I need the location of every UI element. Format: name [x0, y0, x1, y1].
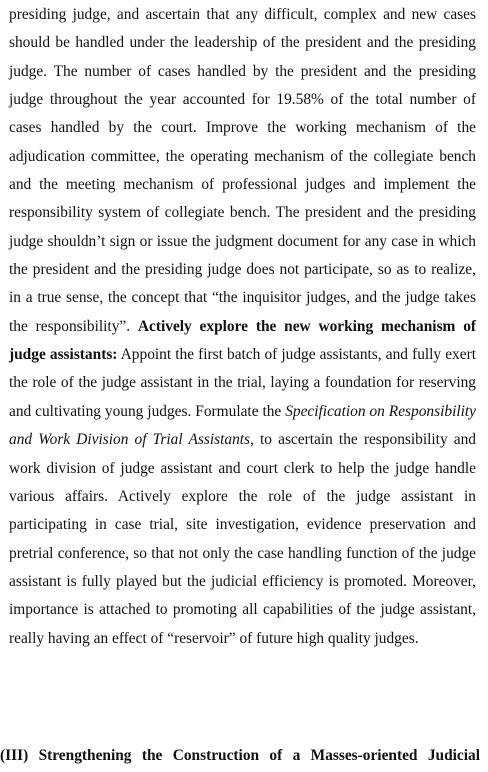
section-heading: (III) Strengthening the Construction of a Masses-oriented Judicial [0, 747, 480, 764]
body-paragraph [9, 1, 476, 653]
bold-lead-phrase: Actively explore the new working mechanism of judge assistants: [9, 317, 477, 364]
paragraph-text-part-1: presiding judge, and ascertain that any difficult, complex and new cases should be handled under the leadership of the president and the presiding judge. The number of cases handled by the president and the presiding judge throughout the year accounted for 19.58% of the total number of cases handled by the court. Improve the working mechanism of the adjudication committee, the operating mechanism of the collegiate bench and the meeting mechanism of professional judges and implement the responsibility system of collegiate bench. The president and the presiding judge shouldn’t sign or issue the judgment document for any case in which the president and the presiding judge does not participate, so as to realize, in a true sense, the concept that “the inquisitor judges, and the judge takes the responsibility”. [9, 6, 476, 335]
paragraph-text-part-3: , to ascertain the responsibility and work division of judge assistant and court clerk to help the judge handle various affairs. Actively explore the role of the judge assistant in participating in case trial, site investigation, evidence preservation and pretrial conference, so that not only the case handling function of the judge assistant is fully played but the judicial efficiency is promoted. Moreover, importance is attached to promoting all capabilities of the judge assistant, really having an effect of “reservoir” of future high quality judges. [9, 431, 476, 647]
italic-document-title: Specification on Responsibility and Work Division of Trial Assistants [9, 402, 477, 449]
document-page [9, 1, 476, 653]
paragraph-text-part-2: Appoint the first batch of judge assistants, and fully exert the role of the judge assistant in the trial, laying a foundation for reserving and cultivating young judges. Formulate the [9, 346, 476, 420]
